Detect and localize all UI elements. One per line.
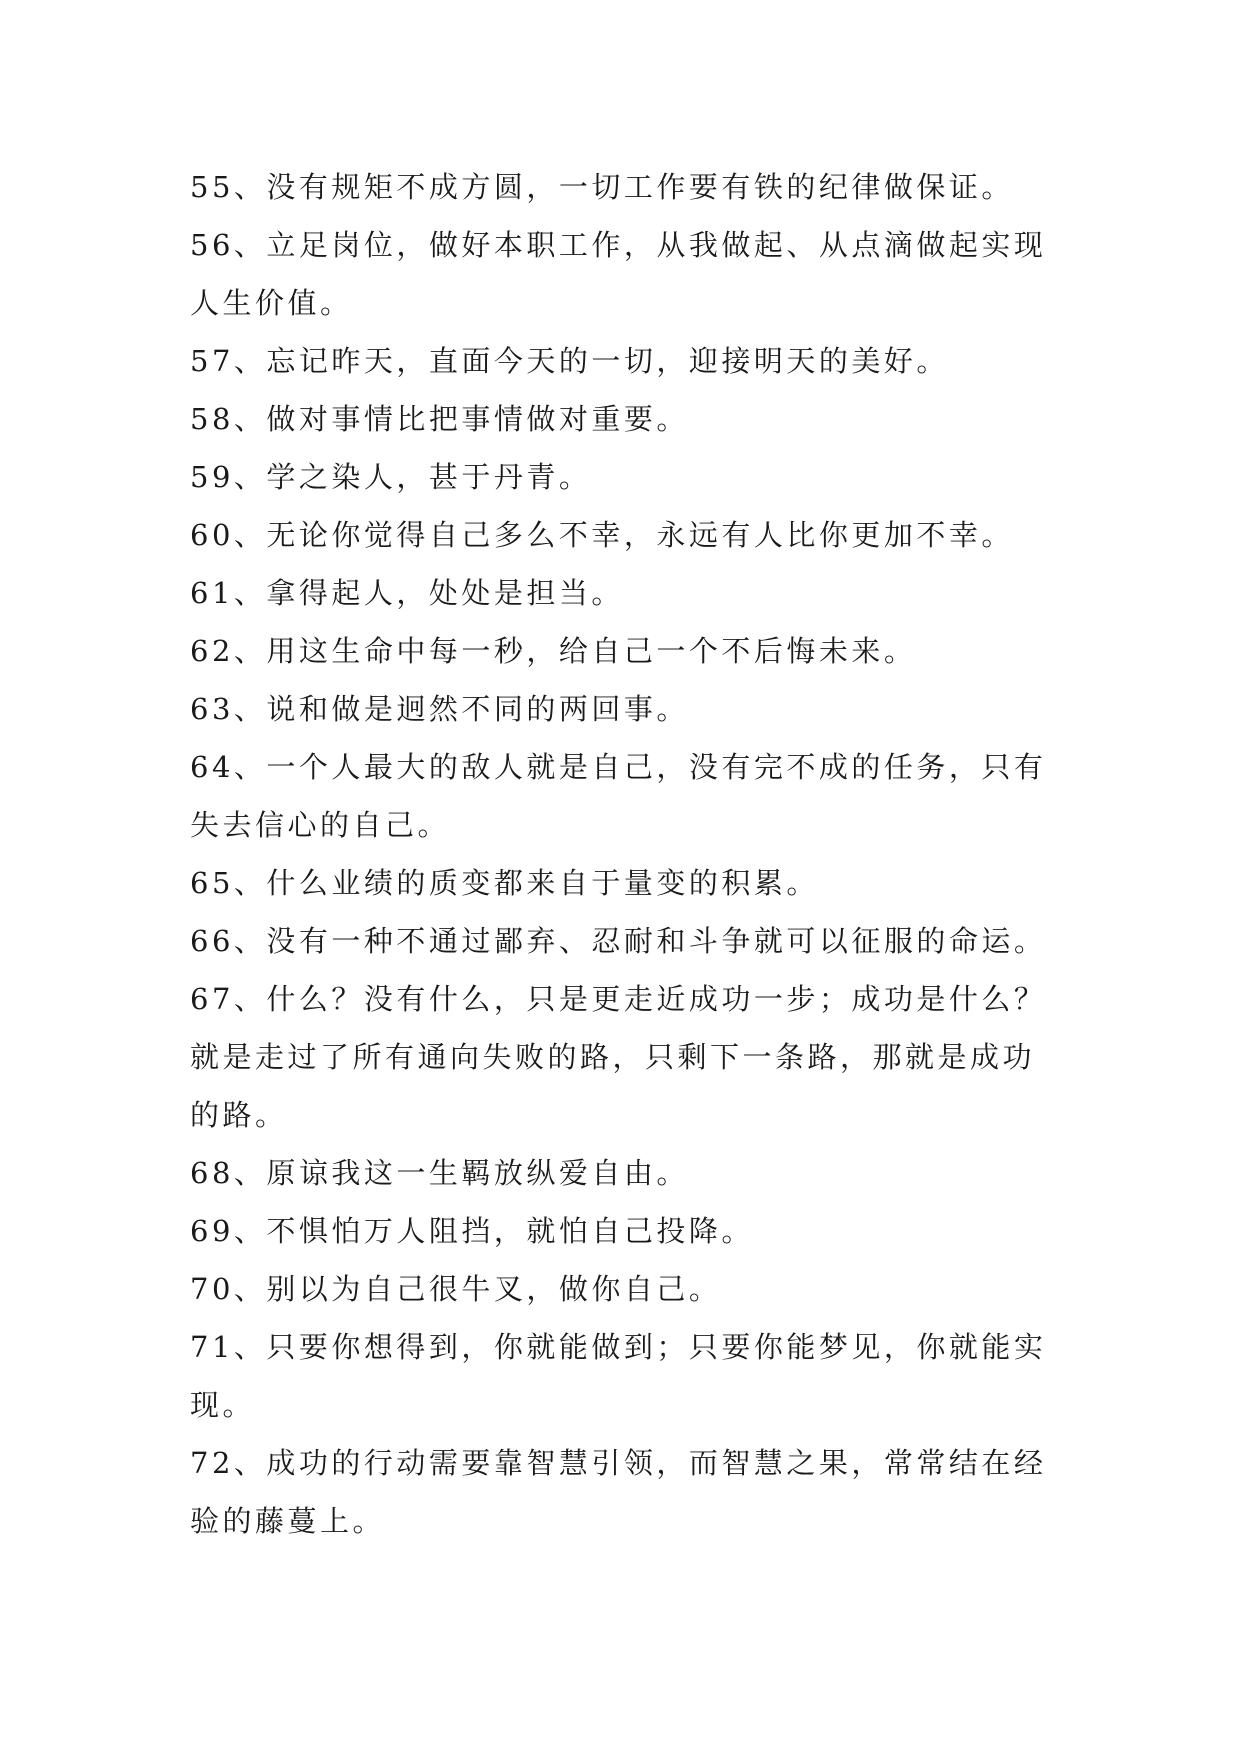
text-line: 就是走过了所有通向失败的路，只剩下一条路，那就是成功 [190,1040,1036,1074]
text-line: 现。 [190,1388,256,1422]
text-line: 59、学之染人，甚于丹青。 [190,460,592,494]
text-line: 60、无论你觉得自己多么不幸，永远有人比你更加不幸。 [190,518,1014,552]
text-line: 68、原谅我这一生羁放纵爱自由。 [190,1156,689,1190]
text-line: 的路。 [190,1098,288,1132]
text-line: 72、成功的行动需要靠智慧引领，而智慧之果，常常结在经 [190,1446,1047,1480]
text-line: 62、用这生命中每一秒，给自己一个不后悔未来。 [190,634,917,668]
text-line: 57、忘记昨天，直面今天的一切，迎接明天的美好。 [190,344,949,378]
text-line: 69、不惧怕万人阻挡，就怕自己投降。 [190,1214,754,1248]
text-line: 64、一个人最大的敌人就是自己，没有完不成的任务，只有 [190,750,1047,784]
text-line: 70、别以为自己很牛叉，做你自己。 [190,1272,722,1306]
text-line: 58、做对事情比把事情做对重要。 [190,402,689,436]
text-line: 61、拿得起人，处处是担当。 [190,576,624,610]
text-line: 55、没有规矩不成方圆，一切工作要有铁的纪律做保证。 [190,170,1014,204]
text-line: 65、什么业绩的质变都来自于量变的积累。 [190,866,819,900]
text-line: 67、什么？没有什么，只是更走近成功一步；成功是什么？ [190,982,1047,1016]
text-line: 失去信心的自己。 [190,808,451,842]
text-line: 71、只要你想得到，你就能做到；只要你能梦见，你就能实 [190,1330,1047,1364]
text-line: 验的藤蔓上。 [190,1504,386,1538]
text-line: 人生价值。 [190,286,353,320]
quote-list [190,158,1090,1550]
text-line: 66、没有一种不通过鄙弃、忍耐和斗争就可以征服的命运。 [190,924,1047,958]
text-line: 63、说和做是迥然不同的两回事。 [190,692,689,726]
text-line: 56、立足岗位，做好本职工作，从我做起、从点滴做起实现 [190,228,1047,262]
